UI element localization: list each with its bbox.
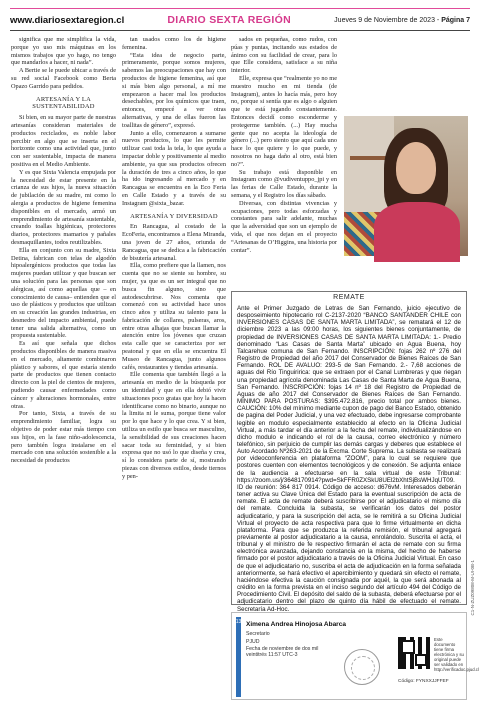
signature-date: Fecha de noviembre de dos mil veintitrés 11:57 UTC-3 xyxy=(246,646,319,658)
verification-code: Código: FYNXXJJFFEF xyxy=(398,679,449,684)
article-column-1 xyxy=(11,36,116,696)
section-heading: ARTESANÍA Y LA SUSTENTABILIDAD xyxy=(32,95,95,111)
article-column-2 xyxy=(122,36,226,480)
paragraph: Por tanto, Sixta, a través de su emprendimiento familiar, logra su objetivo de poder estar más tiempo con sus hijos, en la fase niño-adolescencia, pero también logra instalarse en el mercado con una solución sostenible a la necesidad de productos xyxy=(11,410,116,465)
date-text: Jueves 9 de Noviembre de 2023 - xyxy=(334,16,440,24)
page-header xyxy=(10,12,470,28)
photo-body xyxy=(374,202,460,262)
article-photo xyxy=(344,116,468,256)
site-url[interactable]: www.diariosextaregion.cl xyxy=(10,14,125,26)
signer-org: PJUD xyxy=(246,639,260,645)
legal-notice-body: Ante el Primer Juzgado de Letras de San Fernando, juicio ejecutivo de desposeimiento hipotecario rol C-2137-2020 “BANCO SANTANDER CHILE con INVERSIONES CASAS DE SANTA MARTA LIMITADA”, se rematará el 12 de diciembre 2023 a las 09:00 horas, los siguientes bienes conjuntamente, de propiedad de INVERSIONES CASAS DE SANTA MARTA LIMITADA: 1.- Predio denominado “Las Casas de Santa Marta” ubicado en Agua Buena, hoy Talcarehue comuna de San Fernando. INSCRIPCIÓN: fojas 262 nº 276 del Registro de Propiedad del año 2017 del Conservador de Bienes Raíces de San Fernando. ROL DE AVALUO: 293-5 de San Fernando. 2.- 7,68 acciones de aguas del Río Tinguiririca: que se extraen por el Canal Lumbreras y que riegan una propiedad agrícola denominada Las Casas de Santa Marta de Agua Buena, San Fernando. INSCRIPCIÓN: fojas 14 nº 18 del Registro de Propiedad de Aguas de año 2017 del Conservador de Bienes Raíces de San Fernando. MÍNIMO PARA POSTURAS: $395.472.816, precio total por ambos bienes. CAUCIÓN: 10% del mínimo mediante cupon de pago del Banco Estado, obtenido de pagina del Poder Judicial, y una vez efectuado, debe ingresarse comprobante legible en modulo especialmente establecido al efecto en la Oficina Judicial Virtual, a más tardar el día anterior a la fecha del remate, individualizándose en dicho modulo e indicando el rol de la causa, correo electrónico y número telefónico, sin perjuicio de cumplir las demás cargas y deberes que establece el Auto Acordado Nº263-2021 de la Excma. Corte Suprema. La subasta se realizará por videoconferencia en plataforma “ZOOM”, para lo cual se requiere que postores cuenten con elementos tecnológicos y de conexión. Se adjunta enlace de la audiencia a efectuarse en la sala virtual de este Tribunal: https://zoom.us/j/3648170914?pwd=SkFFR0ZXSkU8UEl2bXhtSjBsWHJqUT09. ID de reunión: 364 817 0914. Código de acceso: d676vM. Interesados deberán tener activa su Clave Única del Estado para la eventual suscripción de acta de remate. El acta de remate deberá suscribirse por el adjudicatario el mismo día del remate. Concluida la subasta, se verificarán los datos del postor adjudicatario, y para la suscripción del acta, se le remitirá a su Oficina Judicial Virtual el proyecto de acta respectiva para que lo firme virtualmente en dicha plataforma. Para que se produzca la referida remisión, el tribunal agregará previamente al postor adjudicatario a la causa, enrolándolo. Suscrita el acta, el tribunal y el ministro de fe respectivo firmarán el acta de remate con su firma electrónica avanzada, dejando constancia en la misma, del hecho de haberse firmado por el postor adjudicatario a través de la Oficina Judicial Virtual. En caso de que el adjudicatario no, suscriba el acta de adjudicación en la forma señalada anteriormente, se hará efectivo el apercibimiento y quedará sin efecto el remate, haciéndose efectiva la caución consignada por aquél, la que será abonada al crédito en la forma prevista en el inciso segundo del artículo 494 del Código de Procedimiento Civil. El depósito del saldo de la subasta, deberá efectuarse por el adjudicatario dentro del plazo de quinto día hábil de efectuado el remate. Secretaría Ad-Hoc. xyxy=(237,305,461,613)
seal-icon xyxy=(344,649,380,685)
dateline xyxy=(334,17,470,24)
paragraph: Es así que señala que dichos productos disponibles de manera masiva en el mercado, altamente combinaron plástico y sabores, el que estaría siendo parte de productos que tienen contacto directo con la piel de cientos de mujeres, pudiendo causar enfermedades como cáncer y alteraciones hormonales, entre otras. xyxy=(11,340,116,410)
paragraph: tan usados como los de higiene femenina. xyxy=(122,36,226,51)
page-number: Página 7 xyxy=(441,16,470,24)
paragraph: sados en pequeñas, como rudos, con púas y puntas, incitando sus estados de ánimo con su facilidad de crear, para lo que Elle considera, satisface a su niña interior. xyxy=(231,36,337,75)
side-code: C1-N-ZUZ09808-M-UI-0B-1 xyxy=(470,560,475,616)
paragraph: Si bien, en su mayor parte de nuestras artesanías consideran materiales de productos reciclados, es noble labor percibir en algo que se inserta en el horizonte como una actividad que, junto con ser sustentable, impacta de manera positiva en el Medio Ambiente. xyxy=(11,114,116,168)
paragraph: Elle comenta que también llegó a la artesanía en medio de la búsqueda por un identidad y que en ella debió vivir situaciones poco gratas que hoy la hacen identificarse como no binario, aunque no la limita ni le suma, porque tiene valor por lo que hace y lo que crea. Y si bien, utiliza un estilo que busca ser masculino, la sensibilidad de sus creaciones hacen sacar toda su feminidad, y si bien expresa que no usó lo que diseña y crea, sí lo considera parte de sí, mostrando piezas con diversos estilos, desde tiernos y pen- xyxy=(122,371,226,480)
paragraph: “Esta idea de negocio parte, primeramente, porque somos mujeres, sabemos las preocupaciones que hay con productos de higiene femenina, así que si más bien algo personal, a mí me empezaron a hacer mal los productos desechables, por los químicos que traen, entonces, empecé a ver otras alternativas, y una de ellas fueron las toallitas de género”, expresó. xyxy=(122,51,226,129)
paragraph: Elle, expresa que “realmente yo no me muestro mucho en mi tienda (de Instagram), antes lo hacía más, pero hoy no, porque si sentía que es algo o alguien que te está jugando constantemente. Entonces decidí como esconderme y protegerme también. (...) Hay mucha gente que no acepta la ideología de género (...) pero siento que aquí cada uno hace lo que quiere y lo que puede, y nosotros no haga daño al otro, está bien no?”. xyxy=(231,74,337,168)
paragraph: Y es que Sixta Valencia empujada por la necesidad de estar presente en la crianza de sus hijos, la nueva situación de jubilación de su madre, mi como lo alergia a productos de higiene femenina disponibles en el mercado, armó un emprendimiento de artesanía sustentable, creando toallas higiénicas, protectores diarios, protectores mamarios y pañales desmaquillantes, todos reutilizables. xyxy=(11,168,116,246)
paragraph: Ella, como prefiere que la llamen, nos cuenta que no se siente su hombre, su mujer, ya que es un ser integral que no busca fin alguno, sino que autodescubrirse. Nos comenta que comenzó con su actividad hace unos cinco años y utiliza su talento para la fabricación de collares, pulseras, aros, entre otras alhajas que buscan llamar la atención entre los jóvenes que cruzan esta calle que se caracteriza por ser peatonal y que en ella se encuentra El Museo de Rancagua, junto algunos cafés, restaurantes y tiendas artesanía. xyxy=(122,262,226,371)
paragraph: En Rancagua, al costado de la EcoFeria, encontramos a Elena Miranda, una joven de 27 años, oriunda de Rancagua, que se dedica a la fabricación de bisutería artesanal. xyxy=(122,223,226,262)
legal-notice-title: REMATE xyxy=(333,294,365,301)
verification-note: Este documento tiene firma electrónica y su original puede ser validado en http://verificadoc.pjud.cl xyxy=(434,637,479,672)
signer-role: Secretario xyxy=(246,631,270,637)
paragraph: Su trabajo está disponible en Instagram como @vudiventuppo_jpi y en las ferias de Calle Estado, durante la semana, y el Registro los días sábado. xyxy=(231,168,337,199)
signature-bar xyxy=(236,617,241,697)
paragraph: Ella en conjunto con su madre, Sixta Detina, fabrican con telas de algodón hipoalergénicos productos que todas las mujeres puedan utilizar y que buscan ser una solución para las personas que son alérgicas, así como aquellas que – en conocimiento de causa– entienden que el uso de plásticos y productos que utilizan en su creación las grandes industrias, en desmedro del impacto ambiental, puede tener una salida alternativa, como un propuesta sustentable. xyxy=(11,246,116,340)
signature-number: 13 xyxy=(235,619,242,625)
top-rule xyxy=(10,8,470,9)
signature-block xyxy=(231,612,479,700)
header-rule xyxy=(10,30,470,31)
paragraph: Diversas, con distintas vivencias y ocupaciones, pero todas esforzadas y constantes para salir adelante, muchas que la adversidad que son un ejemplo de vida, el que nos dejan en el proyecto “Artesanas de O’Higgins, una historia por contar”. xyxy=(231,199,337,254)
photo-face xyxy=(396,142,436,194)
paragraph: A Bertie se le puede ubicar a través de su red social Facebook como Berta Opazo Garrido para pedidos. xyxy=(11,67,116,90)
signer-name: Ximena Andrea Hinojosa Abarca xyxy=(246,621,346,628)
legal-notice-box xyxy=(231,291,467,613)
section-heading: ARTESANÍA Y DIVERSIDAD xyxy=(130,212,218,220)
masthead: DIARIO SEXTA REGIÓN xyxy=(167,14,291,26)
article-column-3 xyxy=(231,36,337,290)
paragraph: Junto a ello, comenzaron a sumarse nuevos productos, lo que les permite utilizar casi toda la tela, lo que ayuda a impactar doble y positivamente al medio ambiente, ya que sus productos ofrecen la duración de tres a cinco años, lo que ha ido ingresando al mercado y en Rancagua se encuentra en la Eco Feria en Calle Estado y a través de su Instagram @sixta_bazar. xyxy=(122,129,226,207)
paragraph: significa que me simplifica la vida, porque yo uso mis máquinas en los mismos trabajos que yo hago, no tengo que mandarlos a hacer, ni nada”. xyxy=(11,36,116,67)
qr-code-icon[interactable] xyxy=(398,637,430,669)
